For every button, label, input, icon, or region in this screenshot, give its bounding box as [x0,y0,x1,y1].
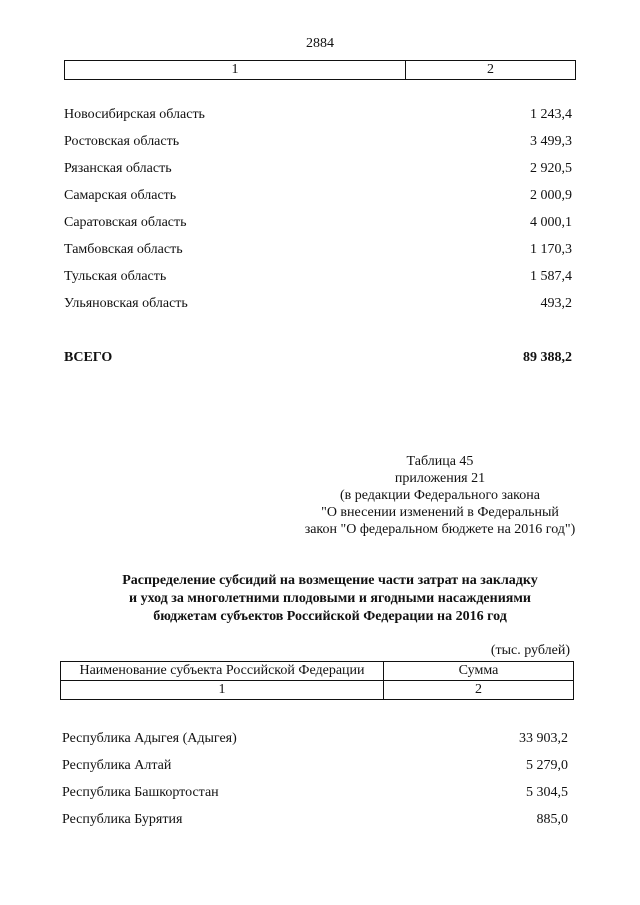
region-name: Республика Башкортостан [62,785,219,800]
column-number-1: 1 [61,681,384,700]
subsidy-amount: 3 499,3 [530,134,572,149]
heading-line: и уход за многолетними плодовыми и ягодными насаждениями [129,591,531,606]
region-name: Республика Алтай [62,758,172,773]
table-row [62,784,568,802]
subsidy-amount: 885,0 [536,812,568,827]
subsidy-amount: 33 903,2 [519,731,568,746]
region-name: Республика Адыгея (Адыгея) [62,731,237,746]
region-name: Республика Бурятия [62,812,183,827]
page-number: 2884 [306,36,334,51]
total-row [64,349,572,367]
table-row [64,160,572,178]
table-row [62,811,568,829]
region-name: Рязанская область [64,161,172,176]
table-row [64,214,572,232]
subsidy-amount: 1 587,4 [530,269,572,284]
caption-table-number: Таблица 45 [406,454,474,469]
subsidy-amount: 2 920,5 [530,161,572,176]
column-number-2: 2 [406,61,576,80]
table-row [64,106,572,124]
table-row [62,730,568,748]
column-number-2: 2 [384,681,574,700]
table-row [62,757,568,775]
region-name: Тамбовская область [64,242,183,257]
caption-edition-line: закон "О федеральном бюджете на 2016 год") [304,522,576,537]
subsidy-amount: 1 170,3 [530,242,572,257]
region-name: Тульская область [64,269,167,284]
total-amount: 89 388,2 [523,350,572,365]
units-label: (тыс. рублей) [490,643,570,658]
region-name: Ростовская область [64,134,180,149]
subsidy-amount: 493,2 [540,296,572,311]
caption-edition-line: (в редакции Федерального закона [340,488,540,503]
document-heading [40,572,620,626]
region-name: Новосибирская область [64,107,205,122]
subsidy-amount: 5 279,0 [526,758,568,773]
caption-edition-line: "О внесении изменений в Федеральный [321,505,559,520]
caption-appendix: приложения 21 [394,471,486,486]
table-row [64,295,572,313]
table-caption [255,453,625,538]
subsidy-amount: 5 304,5 [526,785,568,800]
table-row [64,241,572,259]
bottom-table-header [60,661,574,700]
total-label: ВСЕГО [64,350,113,365]
region-name: Ульяновская область [64,296,188,311]
table-row [64,133,572,151]
table-row [64,268,572,286]
region-name: Саратовская область [64,215,187,230]
subsidy-amount: 2 000,9 [530,188,572,203]
header-region-name: Наименование субъекта Российской Федерации [61,662,384,681]
top-column-header [64,60,576,80]
heading-line: Распределение субсидий на возмещение части затрат на закладку [122,573,538,588]
subsidy-amount: 1 243,4 [530,107,572,122]
heading-line: бюджетам субъектов Российской Федерации на 2016 год [153,609,507,624]
subsidy-amount: 4 000,1 [530,215,572,230]
region-name: Самарская область [64,188,177,203]
header-sum: Сумма [384,662,574,681]
column-number-1: 1 [65,61,406,80]
table-row [64,187,572,205]
